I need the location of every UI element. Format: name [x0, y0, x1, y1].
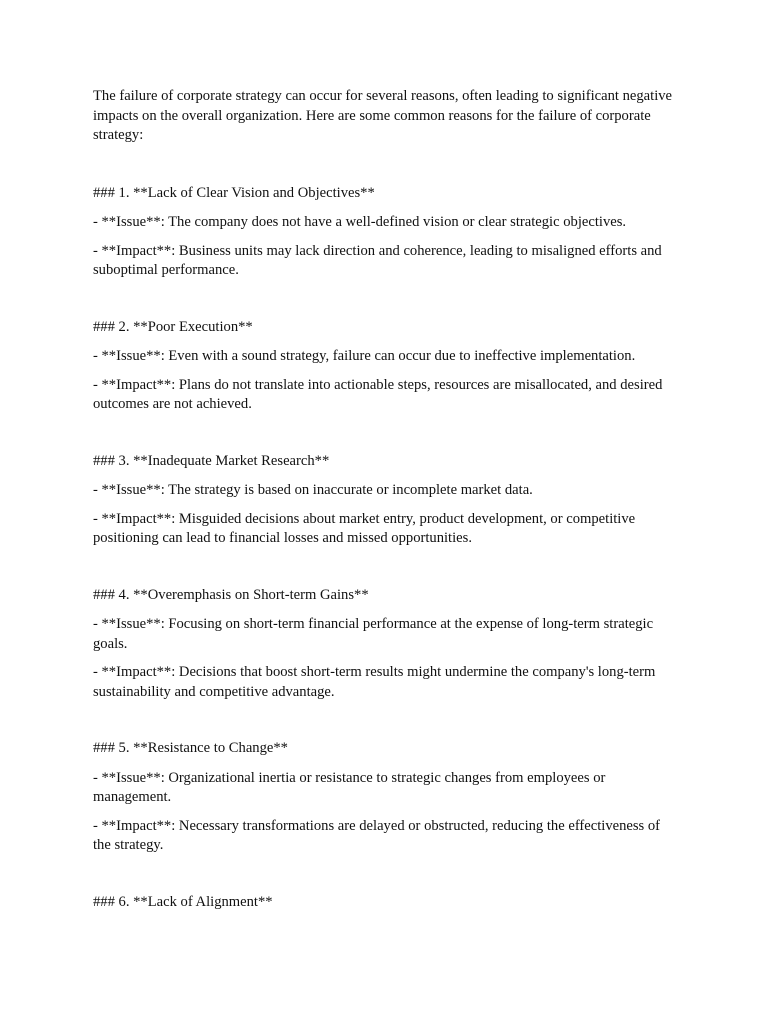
impact-text: - **Impact**: Business units may lack direction and coherence, leading to misaligned efforts and suboptimal performance. — [93, 242, 662, 278]
section-1 — [93, 184, 678, 281]
issue-text: - **Issue**: The company does not have a well-defined vision or clear strategic objectives. — [93, 214, 627, 230]
section-4 — [93, 586, 678, 703]
section-6 — [93, 893, 678, 913]
impact-text: - **Impact**: Decisions that boost short-term results might undermine the company's long-term sustainability and competitive advantage. — [93, 664, 656, 700]
section-heading: ### 5. **Resistance to Change** — [93, 740, 288, 756]
section-heading: ### 6. **Lack of Alignment** — [93, 893, 273, 910]
section-5 — [93, 739, 678, 856]
impact-text: - **Impact**: Misguided decisions about market entry, product development, or competitive positioning can lead to financial losses and missed opportunities. — [93, 510, 636, 546]
issue-text: - **Issue**: Focusing on short-term financial performance at the expense of long-term strategic goals. — [93, 616, 654, 652]
issue-text: - **Issue**: Even with a sound strategy, failure can occur due to ineffective implementation. — [93, 348, 636, 364]
impact-text: - **Impact**: Plans do not translate into actionable steps, resources are misallocated, and desired outcomes are not achieved. — [93, 376, 663, 412]
section-3 — [93, 452, 678, 549]
issue-text: - **Issue**: The strategy is based on inaccurate or incomplete market data. — [93, 482, 533, 498]
intro-paragraph: The failure of corporate strategy can occur for several reasons, often leading to significant negative impacts on the overall organization. Here are some common reasons for the failure of corporate strategy: — [93, 88, 673, 143]
document-body — [93, 87, 678, 949]
section-2 — [93, 318, 678, 415]
section-heading: ### 1. **Lack of Clear Vision and Objectives** — [93, 184, 375, 201]
section-heading: ### 3. **Inadequate Market Research** — [93, 452, 330, 469]
section-heading: ### 4. **Overemphasis on Short-term Gains** — [93, 586, 369, 603]
impact-text: - **Impact**: Necessary transformations are delayed or obstructed, reducing the effectiveness of the strategy. — [93, 817, 661, 853]
issue-text: - **Issue**: Organizational inertia or resistance to strategic changes from employees or management. — [93, 769, 606, 805]
section-heading: ### 2. **Poor Execution** — [93, 318, 253, 335]
